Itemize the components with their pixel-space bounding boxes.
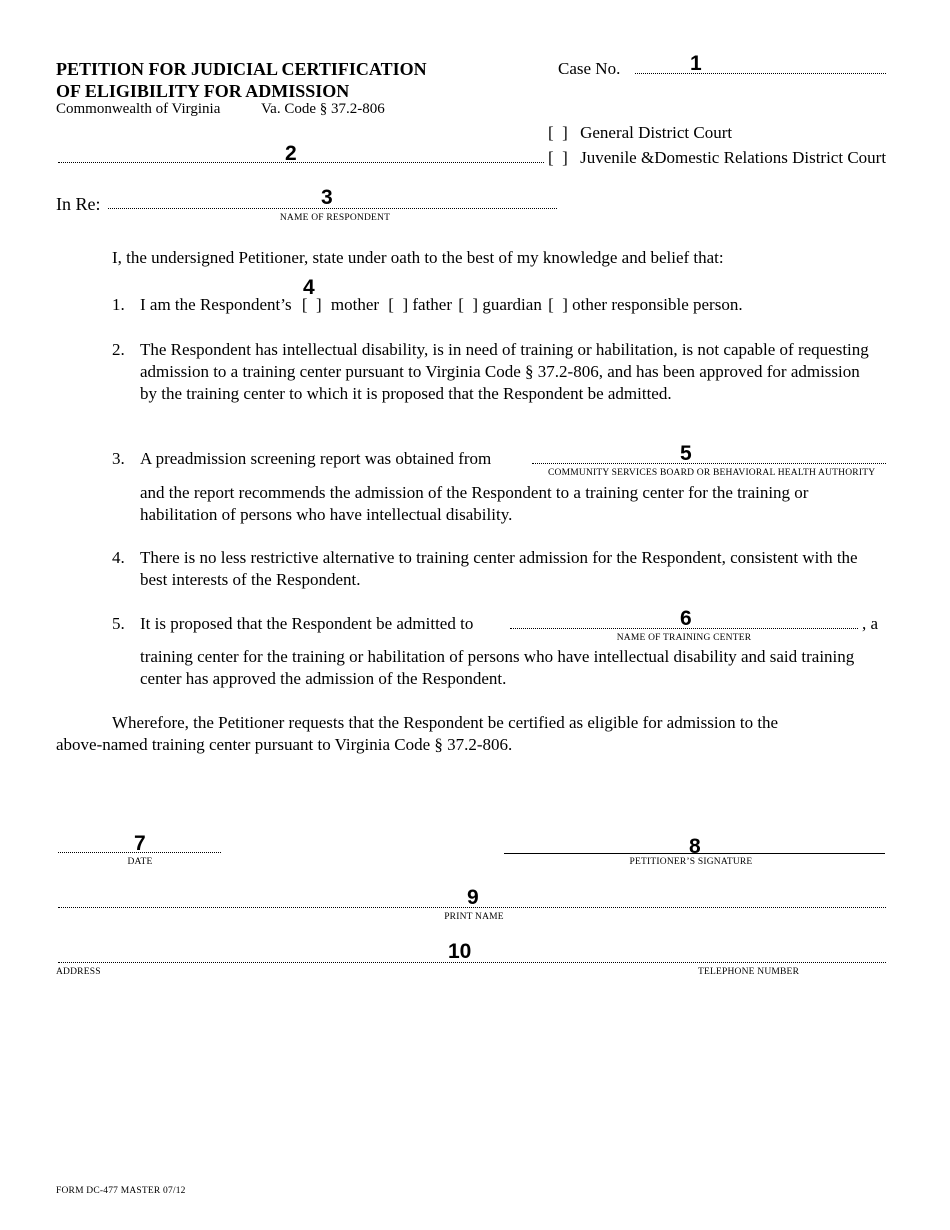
- item-number-4: 4.: [112, 548, 125, 567]
- in-re-label: In Re:: [56, 194, 101, 214]
- address-phone-field[interactable]: [58, 962, 886, 963]
- guardian-checkbox[interactable]: [ ]: [458, 295, 479, 314]
- intro-statement: I, the undersigned Petitioner, state under oath to the best of my knowledge and belief that:: [112, 248, 724, 267]
- juvenile-court-checkbox[interactable]: [ ]: [548, 148, 568, 167]
- training-center-caption: NAME OF TRAINING CENTER: [616, 633, 752, 643]
- item-4-text: There is no less restrictive alternative to training center admission for the Respondent, consistent with the best interests of the Respondent.: [140, 548, 858, 589]
- juvenile-court-option[interactable]: [548, 147, 886, 169]
- mother-checkbox[interactable]: [ ]: [301, 295, 322, 314]
- field-marker-9: 9: [467, 886, 479, 909]
- father-label: father: [412, 295, 453, 314]
- court-name-field[interactable]: [58, 162, 544, 163]
- case-number-field[interactable]: [635, 73, 886, 74]
- wherefore-line1: Wherefore, the Petitioner requests that the Respondent be certified as eligible for admission to the: [112, 713, 779, 732]
- item-5-text: training center for the training or habilitation of persons who have intellectual disability and said training center has approved the admission of the Respondent.: [140, 647, 855, 688]
- form-number-footer: FORM DC-477 MASTER 07/12: [56, 1186, 186, 1196]
- field-marker-8: 8: [689, 835, 701, 858]
- code-reference: Va. Code § 37.2-806: [261, 101, 385, 117]
- item-2-text: The Respondent has intellectual disability, is in need of training or habilitation, is not capable of requesting admission to a training center pursuant to Virginia Code § 37.2-806, and has been approved for admission by the training center to which it is proposed that the Respondent be admitted.: [140, 340, 869, 403]
- admission-suffix: , a: [862, 614, 879, 633]
- item-number-5: 5.: [112, 614, 125, 633]
- general-district-court-option[interactable]: [548, 122, 732, 144]
- other-person-label: other responsible person.: [572, 295, 743, 314]
- item-number-1: 1.: [112, 295, 125, 314]
- screening-source-caption: COMMUNITY SERVICES BOARD OR BEHAVIORAL HEALTH AUTHORITY: [548, 468, 876, 478]
- admission-prefix: It is proposed that the Respondent be admitted to: [140, 614, 474, 633]
- relationship-line: [140, 294, 743, 316]
- item-number-3: 3.: [112, 449, 125, 468]
- general-district-label: General District Court: [580, 123, 733, 142]
- field-marker-7: 7: [134, 832, 146, 855]
- field-marker-4: 4: [303, 276, 315, 299]
- field-marker-1: 1: [690, 52, 702, 75]
- guardian-label: guardian: [482, 295, 542, 314]
- mother-label: mother: [330, 295, 380, 314]
- wherefore-line2: above-named training center pursuant to Virginia Code § 37.2-806.: [56, 735, 513, 754]
- field-marker-5: 5: [680, 442, 692, 465]
- print-name-caption: PRINT NAME: [444, 912, 504, 922]
- juvenile-court-label: Juvenile &Domestic Relations District Court: [580, 148, 887, 167]
- field-marker-10: 10: [448, 940, 472, 963]
- case-number-label: Case No.: [558, 59, 621, 78]
- item-3-text: and the report recommends the admission of the Respondent to a training center for the training or habilitation of persons who have intellectual disability.: [140, 483, 809, 524]
- field-marker-2: 2: [285, 142, 297, 165]
- respondent-name-caption: NAME OF RESPONDENT: [279, 213, 391, 223]
- field-marker-3: 3: [321, 186, 333, 209]
- date-caption: DATE: [127, 857, 153, 867]
- address-caption: ADDRESS: [56, 967, 101, 977]
- form-title-line2: OF ELIGIBILITY FOR ADMISSION: [56, 81, 350, 101]
- screening-source-field[interactable]: [532, 463, 886, 464]
- form-title-line1: PETITION FOR JUDICIAL CERTIFICATION: [56, 59, 427, 79]
- father-checkbox[interactable]: [ ]: [388, 295, 409, 314]
- item-number-2: 2.: [112, 340, 125, 359]
- field-marker-6: 6: [680, 607, 692, 630]
- relationship-prefix: I am the Respondent’s: [140, 295, 292, 314]
- telephone-caption: TELEPHONE NUMBER: [698, 967, 800, 977]
- screening-report-prefix: A preadmission screening report was obtained from: [140, 449, 492, 468]
- other-person-checkbox[interactable]: [ ]: [548, 295, 568, 314]
- general-district-checkbox[interactable]: [ ]: [548, 123, 568, 142]
- signature-caption: PETITIONER’S SIGNATURE: [629, 857, 753, 867]
- jurisdiction: Commonwealth of Virginia: [56, 101, 221, 117]
